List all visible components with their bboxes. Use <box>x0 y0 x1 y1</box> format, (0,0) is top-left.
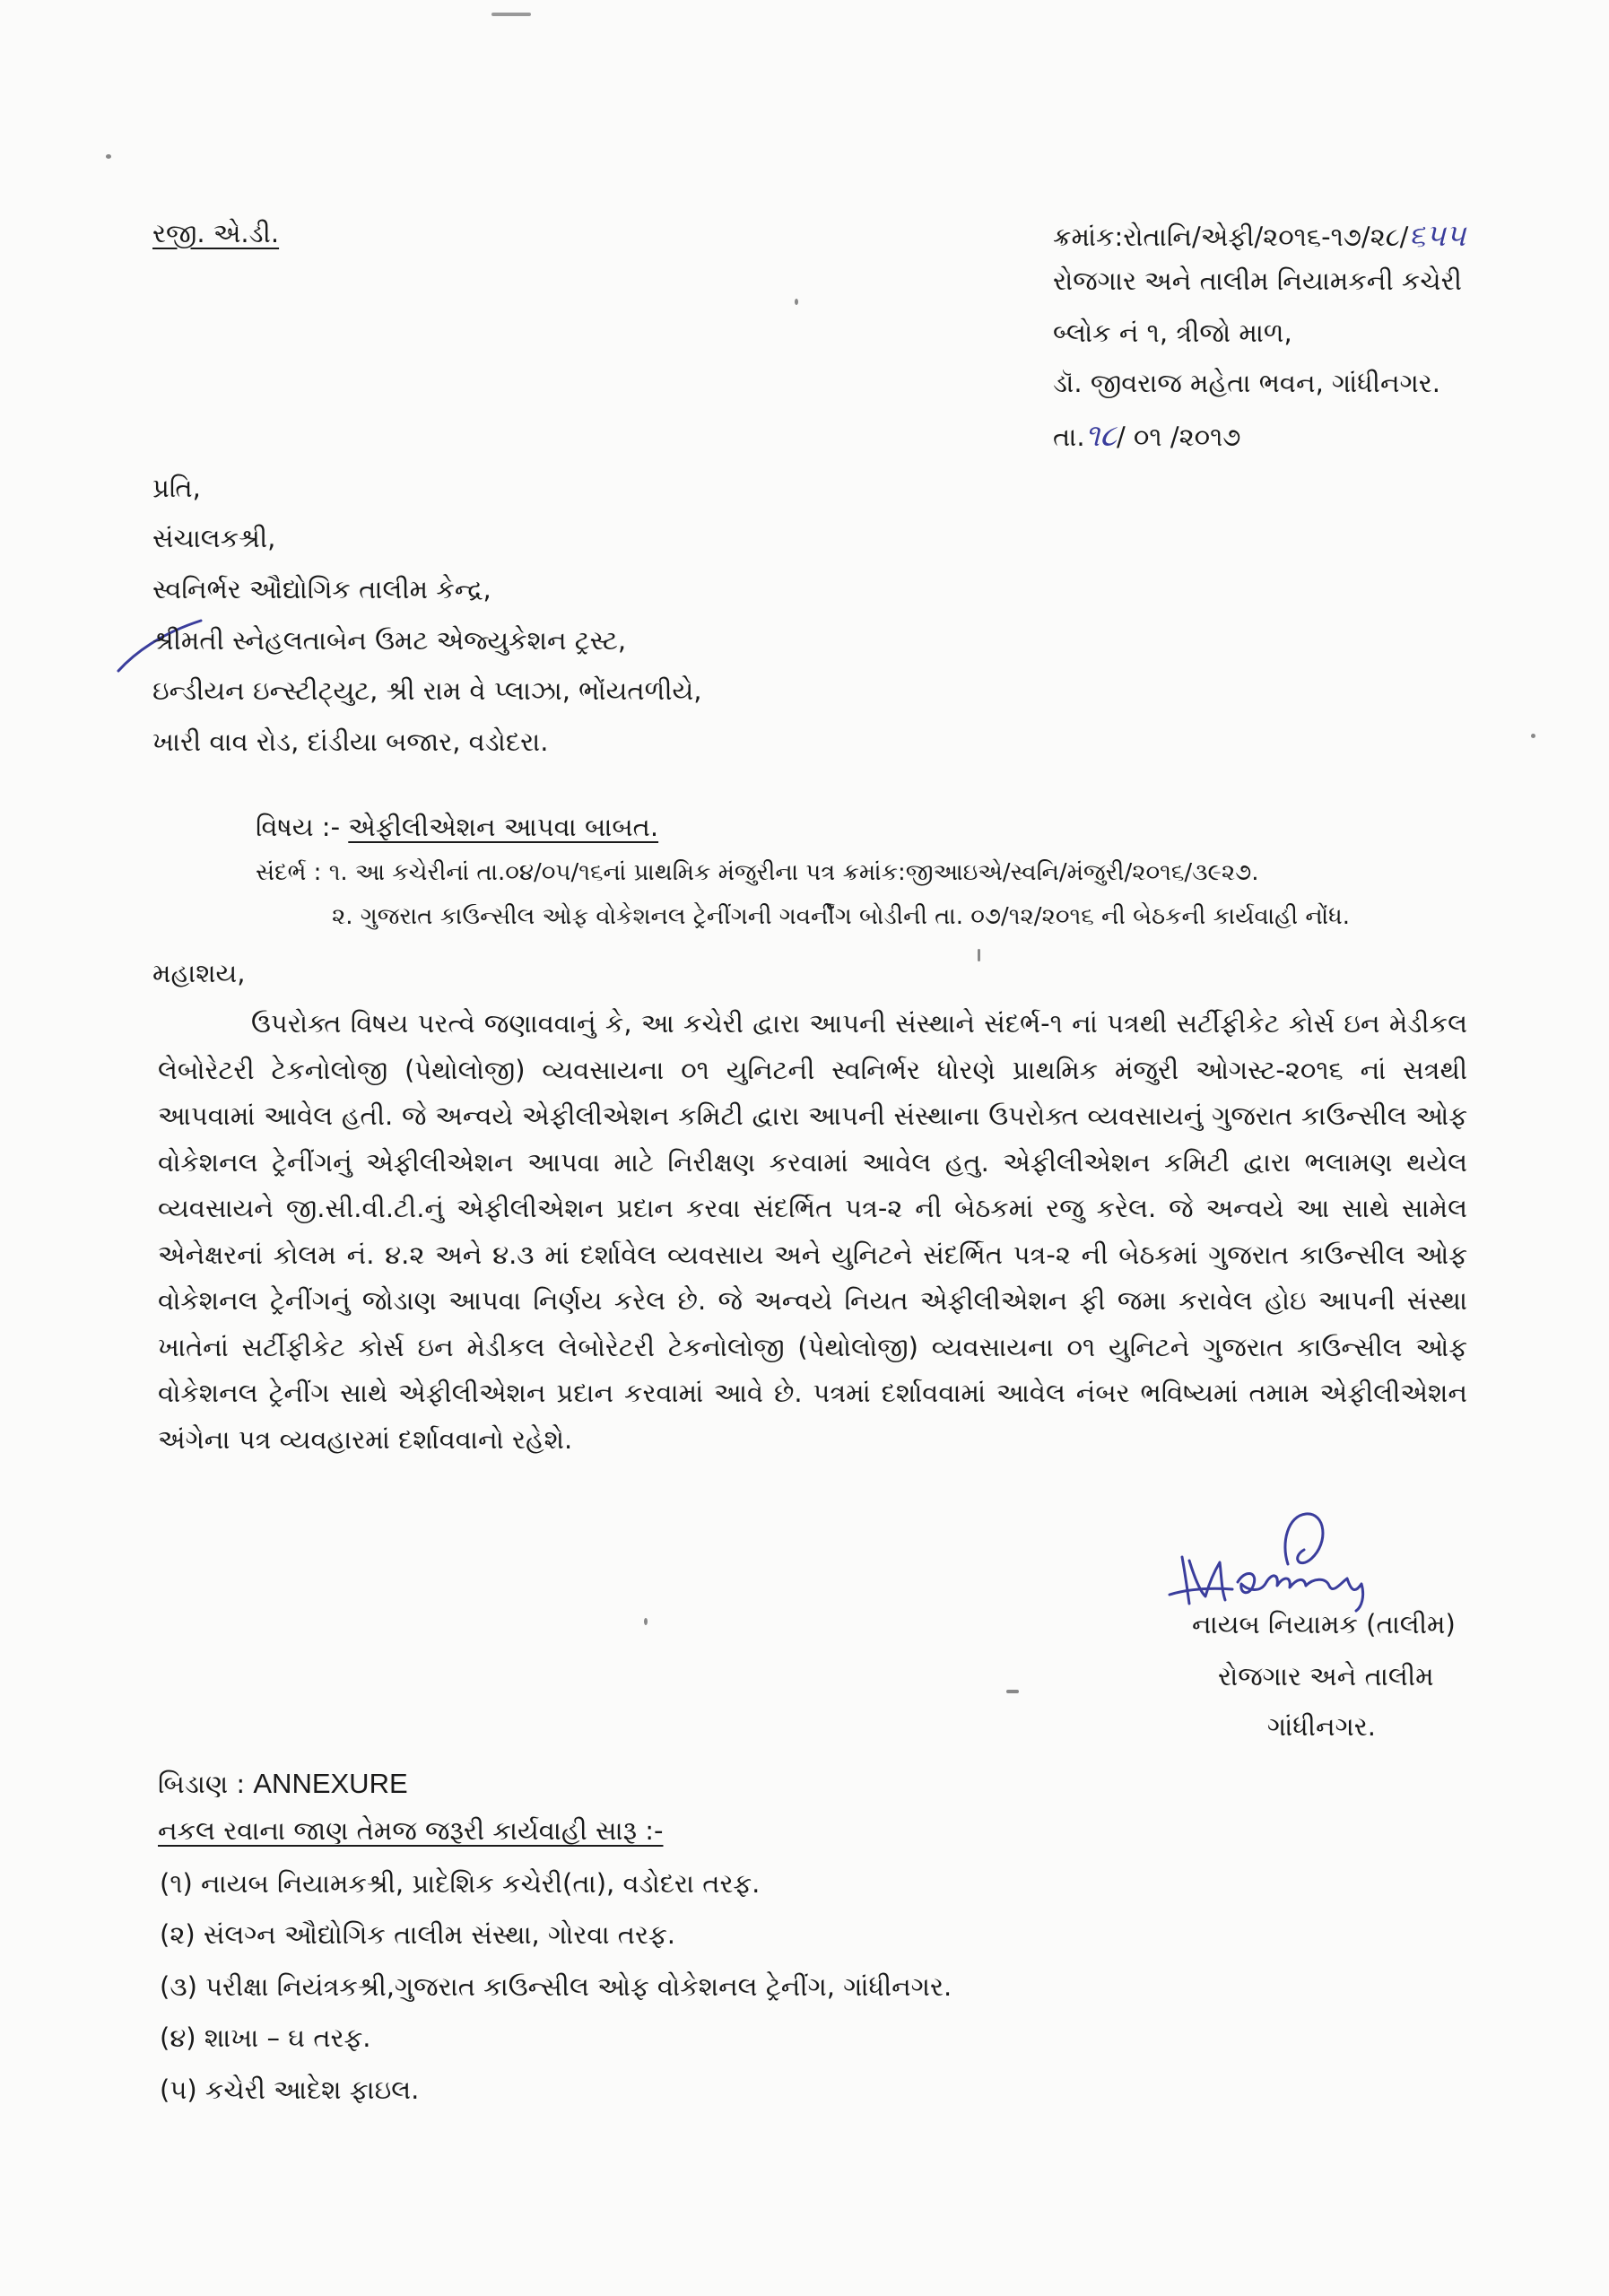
reference-number-handwritten: ૬૫૫ <box>1408 218 1466 254</box>
date-rest: / ૦૧ /૨૦૧૭ <box>1116 422 1241 452</box>
reference-2: ૨. ગુજરાત કાઉન્સીલ ઓફ વોકેશનલ ટ્રેનીંગની ગવર્નીંગ બોડીની તા. ૦૭/૧૨/૨૦૧૬ ની બેઠકની કાર્યવાહી નોંધ. <box>332 903 1351 930</box>
scan-mark <box>644 1618 648 1625</box>
recipient-line: ઇન્ડીયન ઇન્સ્ટીટ્યુટ, શ્રી રામ વે પ્લાઝા, ભોંયતળીયે, <box>152 675 702 706</box>
signatory-department: રોજગાર અને તાલીમ <box>1218 1661 1434 1692</box>
registered-ad-label: રજી. એ.ડી. <box>152 218 280 248</box>
reference-number-printed: ક્રમાંક:રોતાનિ/એફી/૨૦૧૬-૧૭/૨૮/ <box>1053 222 1409 252</box>
salutation: મહાશય, <box>152 958 246 988</box>
copy-to-item: (૩) પરીક્ષા નિયંત્રકશ્રી,ગુજરાત કાઉન્સીલ ઓફ વોકેશનલ ટ્રેનીંગ, ગાંધીનગર. <box>160 1971 952 2002</box>
office-address-line: બ્લોક નં ૧, ત્રીજો માળ, <box>1053 317 1292 348</box>
office-name: રોજગાર અને તાલીમ નિયામકની કચેરી <box>1053 265 1462 296</box>
subject-line <box>256 812 658 843</box>
recipient-line: સ્વનિર્ભર ઔદ્યોગિક તાલીમ કેન્દ્ર, <box>152 574 491 604</box>
copy-to-item: (૨) સંલગ્ન ઔદ્યોગિક તાલીમ સંસ્થા, ગોરવા તરફ. <box>160 1919 675 1950</box>
signatory-place: ગાંધીનગર. <box>1267 1711 1376 1742</box>
recipient-line: સંચાલકશ્રી, <box>152 523 276 553</box>
copy-to-item: (૧) નાયબ નિયામકશ્રી, પ્રાદેશિક કચેરી(તા), વડોદરા તરફ. <box>160 1868 761 1899</box>
copy-to-item: (૫) કચેરી આદેશ ફાઇલ. <box>160 2074 420 2105</box>
recipient-to: પ્રતિ, <box>152 473 201 503</box>
enclosure-label: બિડાણ : <box>158 1769 246 1799</box>
scan-mark <box>1006 1690 1019 1693</box>
enclosure-value: ANNEXURE <box>253 1768 408 1799</box>
reference-number <box>1053 218 1465 255</box>
scan-mark <box>106 154 111 159</box>
signatory-designation: નાયબ નિયામક (તાલીમ) <box>1192 1609 1456 1639</box>
letter-date <box>1053 418 1240 455</box>
enclosure-line <box>158 1767 408 1800</box>
scan-mark <box>978 949 980 961</box>
subject-text: એફીલીએશન આપવા બાબત. <box>348 812 659 842</box>
scan-mark <box>795 299 798 305</box>
date-handwritten: ૧૮ <box>1084 418 1117 454</box>
reference-1 <box>256 859 1259 887</box>
recipient-line: શ્રીમતી સ્નેહલતાબેન ઉમટ એજ્યુકેશન ટ્રસ્ટ, <box>152 625 627 656</box>
reference-text: ૧. આ કચેરીનાં તા.૦૪/૦૫/૧૬નાં પ્રાથમિક મંજુરીના પત્ર ક્રમાંક:જીઆઇએ/સ્વનિ/મંજુરી/૨૦૧૬/૩૯૨૭. <box>328 859 1259 886</box>
recipient-line: ખારી વાવ રોડ, દાંડીયા બજાર, વડોદરા. <box>152 726 549 757</box>
reference-label: સંદર્ભ : <box>256 859 322 886</box>
handwritten-signature <box>1162 1507 1405 1613</box>
copy-to-item: (૪) શાખા – ઘ તરફ. <box>160 2022 371 2053</box>
date-prefix: તા. <box>1053 422 1085 452</box>
office-address-line: ડૉ. જીવરાજ મહેતા ભવન, ગાંધીનગર. <box>1053 368 1440 398</box>
scan-mark <box>1531 734 1535 738</box>
copy-to-heading: નકલ રવાના જાણ તેમજ જરૂરી કાર્યવાહી સારૂ :- <box>158 1815 664 1846</box>
subject-label: વિષય :- <box>256 812 341 842</box>
letter-body: ઉપરોક્ત વિષય પરત્વે જણાવવાનું કે, આ કચેરી દ્વારા આપની સંસ્થાને સંદર્ભ-૧ નાં પત્રથી સર્ટીફીકેટ કોર્સ ઇન મેડીકલ લેબોરેટરી ટેકનોલોજી (પેથોલોજી) વ્યવસાયના ૦૧ યુનિટની સ્વનિર્ભર ધોરણે પ્રાથમિક મંજુરી ઓગસ્ટ-૨૦૧૬ નાં સત્રથી આપવામાં આવેલ હતી. જે અન્વયે એફીલીએશન કમિટી દ્વારા આપની સંસ્થાના ઉપરોક્ત વ્યવસાયનું ગુજરાત કાઉન્સીલ ઓફ વોકેશનલ ટ્રેનીંગનું એફીલીએશન આપવા માટે નિરીક્ષણ કરવામાં આવેલ હતુ. એફીલીએશન કમિટી દ્વારા ભલામણ થયેલ વ્યવસાયને જી.સી.વી.ટી.નું એફીલીએશન પ્રદાન કરવા સંદર્ભિત પત્ર-૨ ની બેઠકમાં રજુ કરેલ. જે અન્વયે આ સાથે સામેલ એનેક્ષરનાં કોલમ નં. ૪.૨ અને ૪.૩ માં દર્શાવેલ વ્યવસાય અને યુનિટને સંદર્ભિત પત્ર-૨ ની બેઠકમાં ગુજરાત કાઉન્સીલ ઓફ વોકેશનલ ટ્રેનીંગનું જોડાણ આપવા નિર્ણય કરેલ છે. જે અન્વયે નિયત એફીલીએશન ફી જમા કરાવેલ હોઇ આપની સંસ્થા ખાતેનાં સર્ટીફીકેટ કોર્સ ઇન મેડીકલ લેબોરેટરી ટેકનોલોજી (પેથોલોજી) વ્યવસાયના ૦૧ યુનિટને ગુજરાત કાઉન્સીલ ઓફ વોકેશનલ ટ્રેનીંગ સાથે એફીલીએશન પ્રદાન કરવામાં આવે છે. પત્રમાં દર્શાવવામાં આવેલ નંબર ભવિષ્યમાં તમામ એફીલીએશન અંગેના પત્ર વ્યવહારમાં દર્શાવવાનો રહેશે. <box>158 1008 1467 1455</box>
scan-mark <box>491 13 531 16</box>
